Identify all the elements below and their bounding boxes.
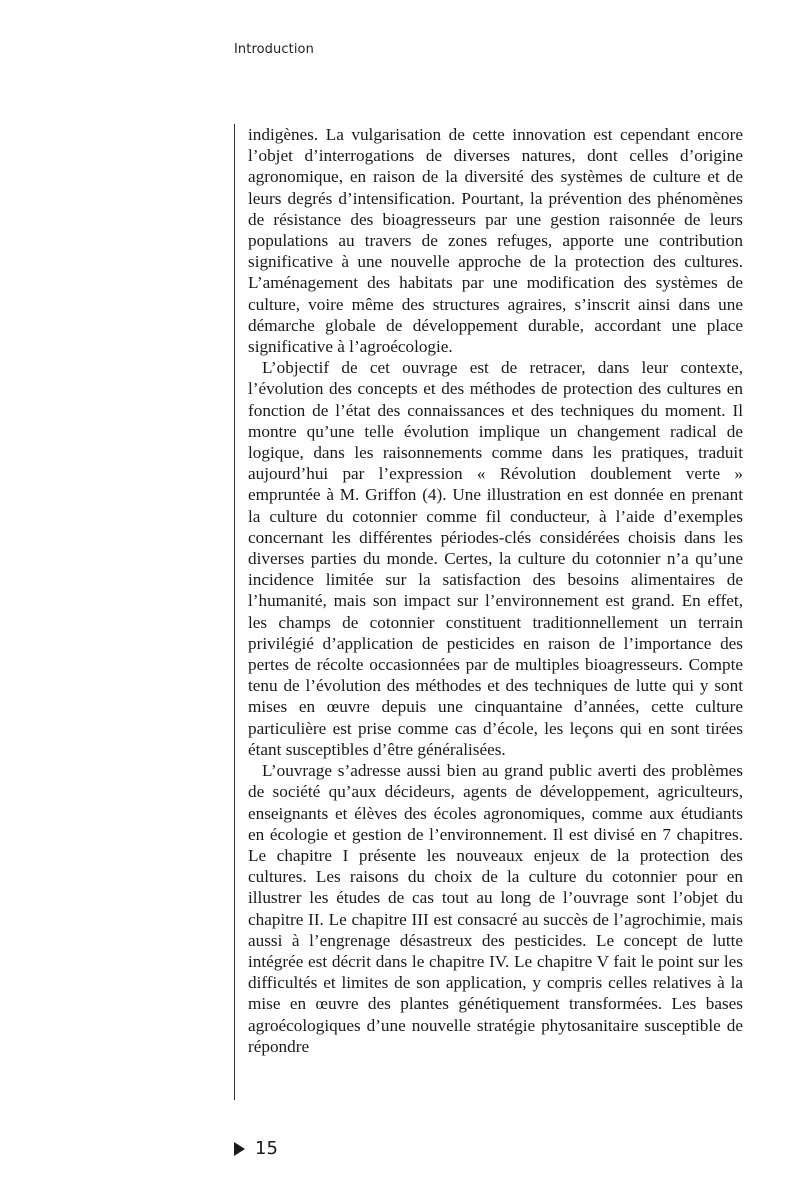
paragraph: indigènes. La vulgarisation de cette innovation est cependant encore l’objet d’interrogations de diverses natures, dont celles d’origine agronomique, en raison de la diversité des systèmes de culture et de leurs degrés d’intensification. Pourtant, la prévention des phénomènes de résistance des bioagresseurs par une gestion raisonnée de leurs populations au travers de zones refuges, apporte une contribution significative à une nouvelle approche de la protection des cultures. L’aménagement des habitats par une modification des systèmes de culture, voire même des structures agraires, s’inscrit ainsi dans une démarche globale de développement durable, accordant une place significative à l’agroécologie. xyxy=(248,125,743,357)
page-folio xyxy=(234,1138,278,1159)
body-text xyxy=(248,124,743,1057)
margin-rule xyxy=(234,124,235,1100)
page-number: 15 xyxy=(255,1138,278,1159)
running-head-title: Introduction xyxy=(234,42,314,57)
paragraph: L’ouvrage s’adresse aussi bien au grand public averti des problèmes de société qu’aux décideurs, agents de développement, agriculteurs, enseignants et élèves des écoles agronomiques, comme aux étudiants en écologie et gestion de l’environnement. Il est divisé en 7 chapitres. Le chapitre I présente les nouveaux enjeux de la protection des cultures. Les raisons du choix de la culture du cotonnier pour en illustrer les études de cas tout au long de l’ouvrage sont l’objet du chapitre II. Le chapitre III est consacré au succès de l’agrochimie, mais aussi à l’engrenage désastreux des pesticides. Le concept de lutte intégrée est décrit dans le chapitre IV. Le chapitre V fait le point sur les difficultés et limites de son application, y compris celles relatives à la mise en œuvre des plantes génétiquement transformées. Les bases agroécologiques d’une nouvelle stratégie phytosanitaire susceptible de répondre xyxy=(248,761,743,1056)
triangle-right-icon xyxy=(234,1142,245,1156)
paragraph: L’objectif de cet ouvrage est de retracer, dans leur contexte, l’évolution des concepts et des méthodes de protection des cultures en fonction de l’état des connaissances et des techniques du moment. Il montre qu’une telle évolution implique un changement radical de logique, dans les raisonnements comme dans les pratiques, traduit aujourd’hui par l’expression « Révolution doublement verte » empruntée à M. Griffon (4). Une illustration en est donnée en prenant la culture du cotonnier comme fil conducteur, à l’aide d’exemples concernant les différentes périodes-clés considérées choisis dans les diverses parties du monde. Certes, la culture du cotonnier n’a qu’une incidence limitée sur la satisfaction des besoins alimentaires de l’humanité, mais son impact sur l’environnement est grand. En effet, les champs de cotonnier constituent traditionnellement un terrain privilégié d’application de pesticides en raison de l’importance des pertes de récolte occasionnées par de multiples bioagresseurs. Compte tenu de l’évolution des méthodes et des techniques de lutte qui y sont mises en œuvre depuis une cinquantaine d’années, cette culture particulière est prise comme cas d’école, les leçons qui en sont tirées étant susceptibles d’être généralisées. xyxy=(248,358,743,759)
